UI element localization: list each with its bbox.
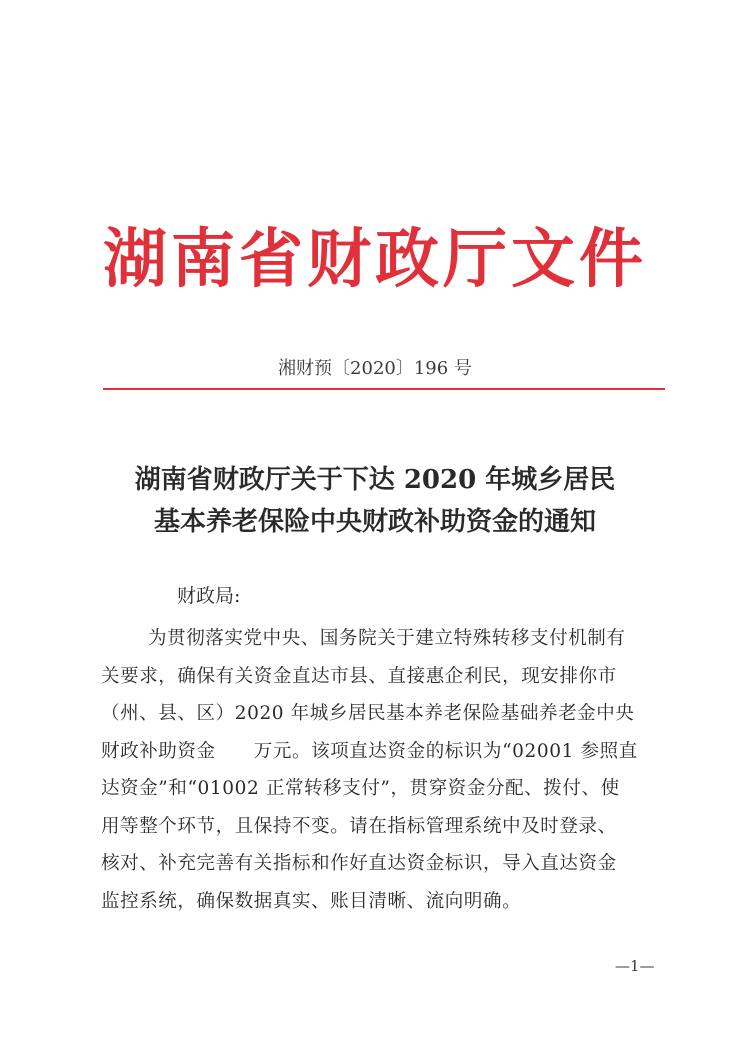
- notice-title-line: 基本养老保险中央财政补助资金的通知: [153, 507, 596, 537]
- body-line: 财政补助资金 万元。该项直达资金的标识为“02001 参照直: [101, 740, 638, 762]
- body-line: 达资金”和“01002 正常转移支付”，贯穿资金分配、拨付、使: [101, 778, 620, 799]
- body-line: 核对、补充完善有关指标和作好直达资金标识，导入直达资金: [101, 853, 617, 874]
- recipient-salutation: 财政局:: [177, 585, 241, 607]
- notice-title: [0, 459, 750, 543]
- body-line: 关要求，确保有关资金直达市县、直接惠企利民，现安排你市: [101, 665, 617, 687]
- document-header-title: 湖南省财政厅文件: [103, 223, 647, 297]
- header-divider: [103, 388, 665, 390]
- body-line: 监控系统，确保数据真实、账目清晰、流向明确。: [101, 890, 522, 912]
- body-line: 为贯彻落实党中央、国务院关于建立特殊转移支付机制有: [148, 628, 626, 649]
- body-line: 用等整个环节，且保持不变。请在指标管理系统中及时登录、: [101, 815, 617, 837]
- body-paragraph: [101, 620, 661, 920]
- body-line: （州、县、区）2020 年城乡居民基本养老保险基础养老金中央: [101, 703, 635, 724]
- document-number: 湘财预〔2020〕196 号: [278, 358, 472, 379]
- page-number: —1—: [615, 957, 655, 975]
- notice-title-line: 湖南省财政厅关于下达 2020 年城乡居民: [134, 465, 616, 495]
